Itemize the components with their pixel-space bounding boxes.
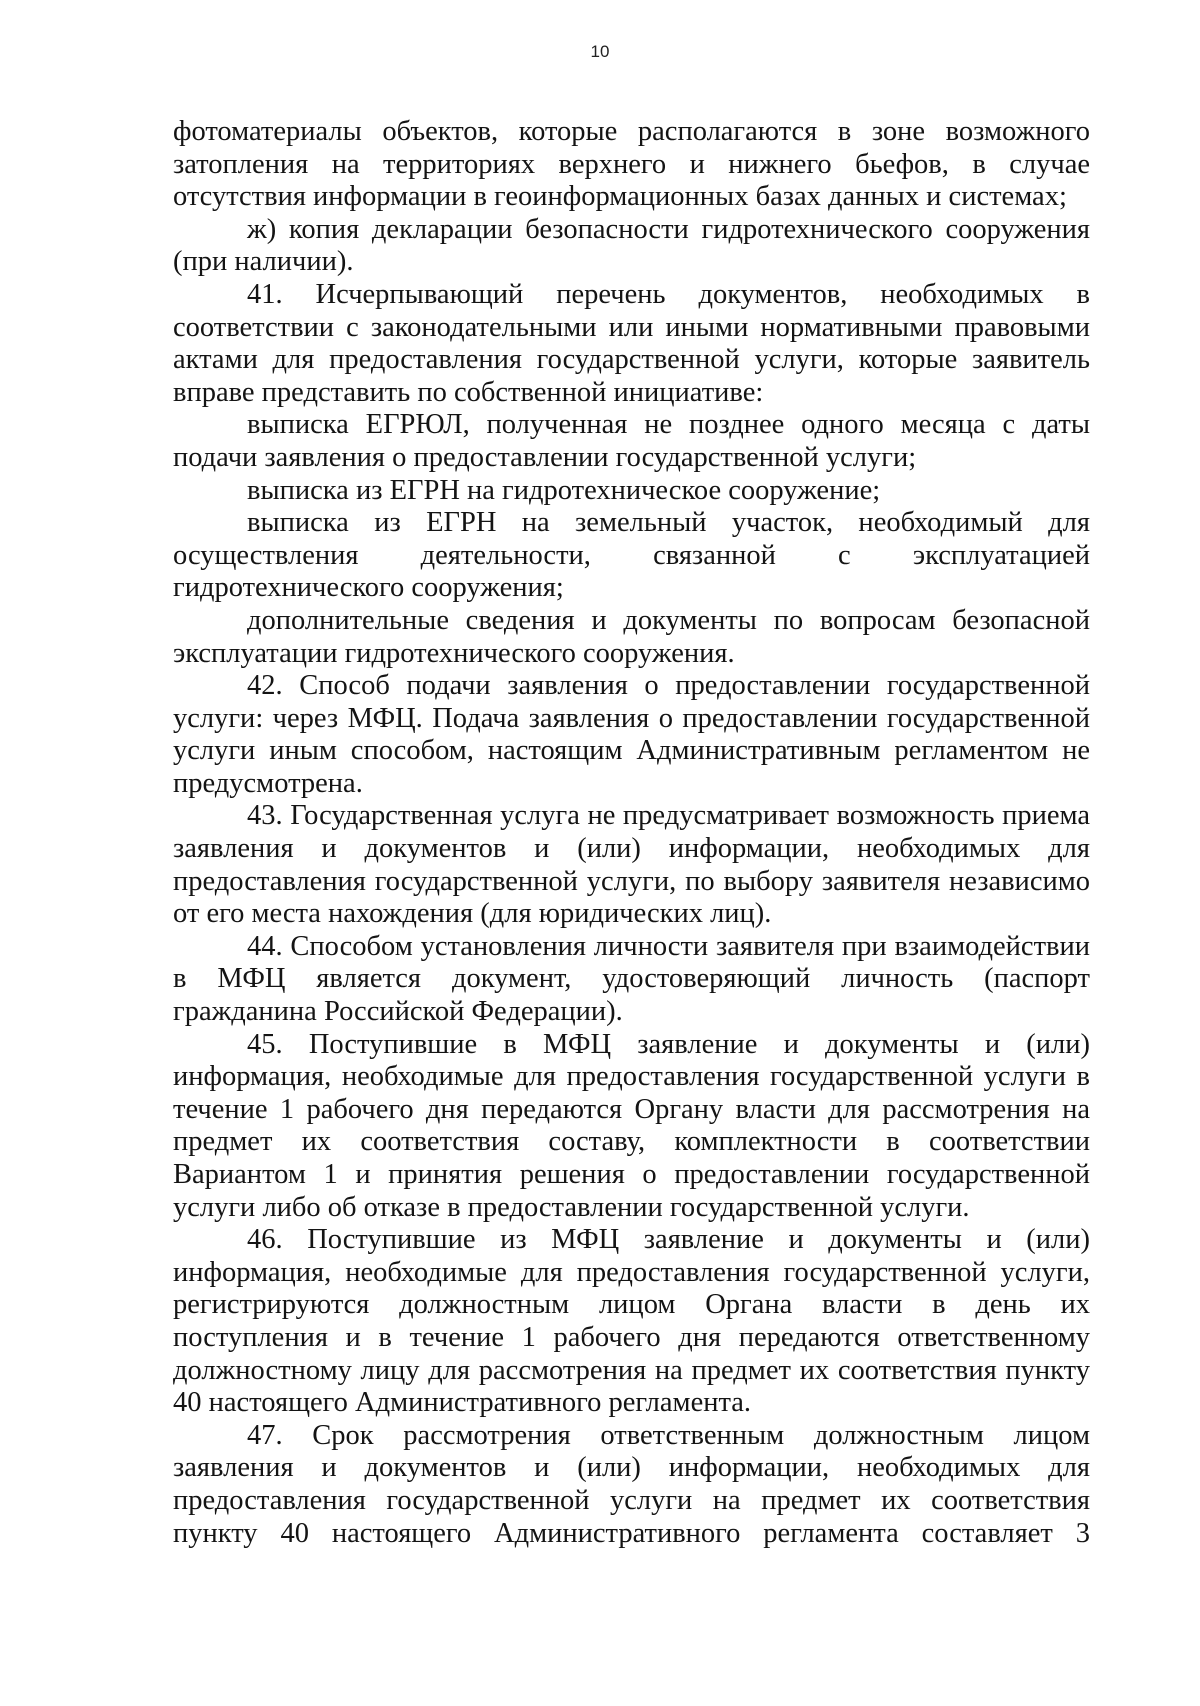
paragraph-47: 47. Срок рассмотрения ответственным должностным лицом заявления и документов и (или) информации, необходимых для предоставления государственной услуги на предмет их соответствия пункту 40 настоящего Административного регламента составляет 3 [173,1419,1090,1549]
document-body [173,116,1090,1550]
paragraph-41: 41. Исчерпывающий перечень документов, необходимых в соответствии с законодательными или иными нормативными правовыми актами для предоставления государственной услуги, которые заявитель вправе представить по собственной инициативе: [173,278,1090,408]
paragraph-42: 42. Способ подачи заявления о предоставлении государственной услуги: через МФЦ. Подача заявления о предоставлении государственной услуги иным способом, настоящим Административным регламентом не предусмотрена. [173,670,1090,799]
paragraph-45: 45. Поступившие в МФЦ заявление и документы и (или) информация, необходимые для предоставления государственной услуги в течение 1 рабочего дня передаются Органу власти для рассмотрения на предмет их соответствия составу, комплектности в соответствии Вариантом 1 и принятия решения о предоставлении государственной услуги либо об отказе в предоставлении государственной услуги. [173,1028,1090,1223]
paragraph-43: 43. Государственная услуга не предусматривает возможность приема заявления и документов и (или) информации, необходимых для предоставления государственной услуги, по выбору заявителя независимо от его места нахождения (для юридических лиц). [173,800,1090,930]
list-item-egrn-structure: выписка из ЕГРН на гидротехническое сооружение; [247,474,881,506]
paragraph-44: 44. Способом установления личности заявителя при взаимодействии в МФЦ является документ, удостоверяющий личность (паспорт гражданина Российской Федерации). [173,930,1090,1028]
paragraph-item-zh: ж) копия декларации безопасности гидротехнического сооружения (при наличии). [173,213,1090,278]
list-item-egrul: выписка ЕГРЮЛ, полученная не позднее одного месяца с даты подачи заявления о предоставлении государственной услуги; [173,409,1090,473]
list-item-additional-info: дополнительные сведения и документы по вопросам безопасной эксплуатации гидротехнического сооружения. [173,604,1090,669]
paragraph-continuation: фотоматериалы объектов, которые располагаются в зоне возможного затопления на территориях верхнего и нижнего бьефов, в случае отсутствия информации в геоинформационных базах данных и системах; [173,116,1090,213]
page-number: 10 [590,42,610,61]
list-item-egrn-land: выписка из ЕГРН на земельный участок, необходимый для осуществления деятельности, связанной с эксплуатацией гидротехнического сооружения; [173,507,1090,604]
paragraph-46: 46. Поступившие из МФЦ заявление и документы и (или) информация, необходимые для предоставления государственной услуги, регистрируются должностным лицом Органа власти в день их поступления и в течение 1 рабочего дня передаются ответственному должностному лицу для рассмотрения на предмет их соответствия пункту 40 настоящего Административного регламента. [173,1224,1090,1419]
